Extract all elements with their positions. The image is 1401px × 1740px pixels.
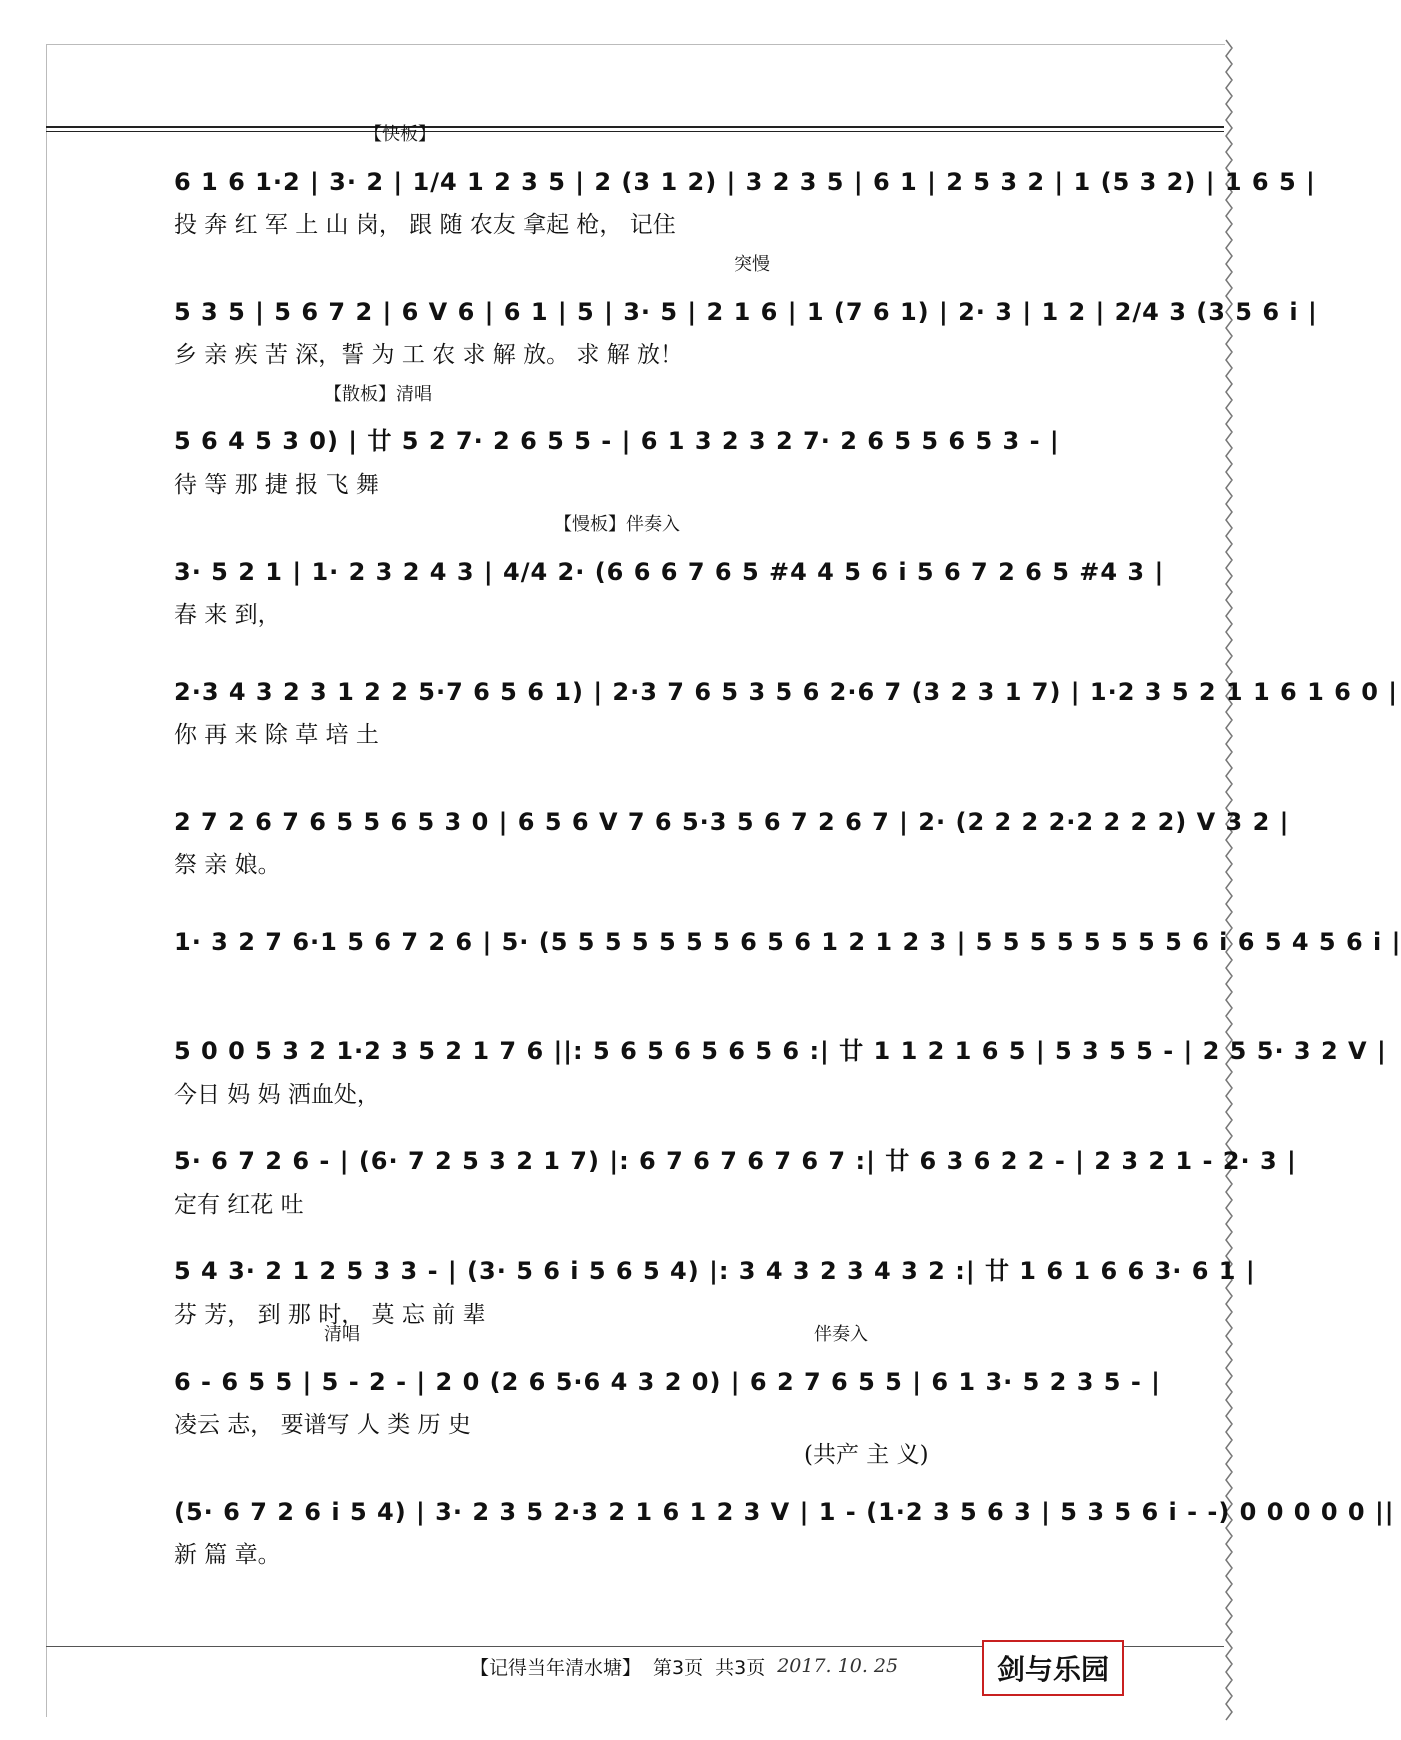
page-footer bbox=[470, 1650, 990, 1682]
lyric-line: 投 奔 红 军 上 山 岗， 跟 随 农友 拿起 枪， 记住 bbox=[174, 212, 676, 238]
tempo-marking: 【散板】清唱 bbox=[324, 384, 432, 405]
notation-line bbox=[174, 1350, 1161, 1396]
lyric-line: 乡 亲 疾 苦 深，誓 为 工 农 求 解 放。 求 解 放！ bbox=[174, 342, 684, 368]
notation-line bbox=[174, 1240, 1256, 1286]
lyric-line: 待 等 那 捷 报 飞 舞 bbox=[174, 472, 379, 498]
notation-text: 6 - 6 5 5 | 5 - 2 - | 2 0 (2 6 5·6 4 3 2 0) | 6 2 7 6 5 5 | 6 1 3· 5 2 3 5 - | bbox=[174, 1368, 1161, 1396]
notation-line bbox=[174, 1480, 1395, 1526]
notation-text: 1· 3 2 7 6·1 5 6 7 2 6 | 5· (5 5 5 5 5 5 5 6 5 6 1 2 1 2 3 | 5 5 5 5 5 5 5 5 6 i 6 5 4 5 6 i | bbox=[174, 928, 1401, 956]
footer-page-total: 共3页 bbox=[715, 1656, 766, 1679]
footer-title: 【记得当年清水塘】 bbox=[470, 1656, 642, 1679]
notation-text: 3· 5 2 1 | 1· 2 3 2 4 3 | 4/4 2· (6 6 6 7 6 5 #4 4 5 6 i 5 6 7 2 6 5 #4 3 | bbox=[174, 558, 1165, 586]
tempo-marking: 【慢板】伴奏入 bbox=[554, 514, 680, 535]
notation-line bbox=[174, 1130, 1297, 1176]
notation-text: 6 1 6 1·2 | 3· 2 | 1/4 1 2 3 5 | 2 (3 1 2) | 3 2 3 5 | 6 1 | 2 5 3 2 | 1 (5 3 2) | 1 6 5 | bbox=[174, 168, 1316, 196]
publisher-logo bbox=[982, 1640, 1124, 1696]
lyric-line bbox=[174, 966, 1118, 996]
notation-text: 5 4 3· 2 1 2 5 3 3 - | (3· 5 6 i 5 6 5 4) |: 3 4 3 2 3 4 3 2 :| 廿 1 6 1 6 6 3· 6 1 | bbox=[174, 1257, 1256, 1285]
lyric-line: 定有 红花 吐 bbox=[174, 1192, 304, 1218]
footer-page-number: 第3页 bbox=[653, 1656, 704, 1679]
lyric-line: 新 篇 章。 bbox=[174, 1542, 281, 1568]
logo-text: 剑与乐园 bbox=[996, 1653, 1109, 1686]
lyric-line: 凌云 志， 要谱写 人 类 历 史 bbox=[174, 1412, 471, 1438]
notation-line bbox=[174, 1020, 1387, 1066]
tempo-marking: 突慢 bbox=[734, 254, 770, 275]
notation-line bbox=[174, 410, 1118, 456]
notation-text: 2·3 4 3 2 3 1 2 2 5·7 6 5 6 1) | 2·3 7 6 5 3 5 6 2·6 7 (3 2 3 1 7) | 1·2 3 5 2 1 1 6 1 6 0 | bbox=[174, 678, 1399, 706]
notation-text: 5 6 4 5 3 0) | 廿 5 2 7· 2 6 5 5 - | 6 1 3 2 3 2 7· 2 6 5 5 6 5 3 - | bbox=[174, 427, 1060, 455]
lyric-line: 春 来 到， bbox=[174, 602, 281, 628]
notation-text: 5 3 5 | 5 6 7 2 | 6 V 6 | 6 1 | 5 | 3· 5 | 2 1 6 | 1 (7 6 1) | 2· 3 | 1 2 | 2/4 3 (3 5 6 i | bbox=[174, 298, 1318, 326]
notation-text: 5 0 0 5 3 2 1·2 3 5 2 1 7 6 ||: 5 6 5 6 5 6 5 6 :| 廿 1 1 2 1 6 5 | 5 3 5 5 - | 2 5 5· 3 2 V | bbox=[174, 1037, 1387, 1065]
notation-line bbox=[174, 660, 1399, 706]
notation-line bbox=[174, 540, 1165, 586]
tempo-marking: 清唱 bbox=[324, 1324, 360, 1345]
notation-line bbox=[174, 790, 1290, 836]
torn-edge-decoration bbox=[1222, 40, 1238, 1720]
lyric-line-alternate: (共产 主 义) bbox=[804, 1442, 929, 1468]
tempo-marking: 【快板】 bbox=[364, 124, 436, 145]
lyric-line: 今日 妈 妈 洒血处， bbox=[174, 1082, 380, 1108]
header-rule bbox=[46, 126, 1224, 128]
lyric-line: 祭 亲 娘。 bbox=[174, 852, 281, 878]
notation-text: 5· 6 7 2 6 - | (6· 7 2 5 3 2 1 7) |: 6 7 6 7 6 7 6 7 :| 廿 6 3 6 2 2 - | 2 3 2 1 - 2· 3 | bbox=[174, 1147, 1297, 1175]
notation-line bbox=[174, 910, 1401, 956]
tempo-marking: 伴奏入 bbox=[814, 1324, 868, 1345]
lyric-line: 芬 芳， 到 那 时， 莫 忘 前 辈 bbox=[174, 1302, 486, 1328]
notation-line bbox=[174, 150, 1316, 196]
notation-text: (5· 6 7 2 6 i 5 4) | 3· 2 3 5 2·3 2 1 6 1 2 3 V | 1 - (1·2 3 5 6 3 | 5 3 5 6 i - -) 0 0 0 0 0 || bbox=[174, 1498, 1395, 1526]
notation-line bbox=[174, 280, 1318, 326]
header-rule-thin bbox=[46, 131, 1224, 132]
footer-date: 2017. 10. 25 bbox=[777, 1655, 899, 1677]
notation-text: 2 7 2 6 7 6 5 5 6 5 3 0 | 6 5 6 V 7 6 5·3 5 6 7 2 6 7 | 2· (2 2 2 2·2 2 2 2) V 3 2 | bbox=[174, 808, 1290, 836]
lyric-line: 你 再 来 除 草 培 土 bbox=[174, 722, 379, 748]
